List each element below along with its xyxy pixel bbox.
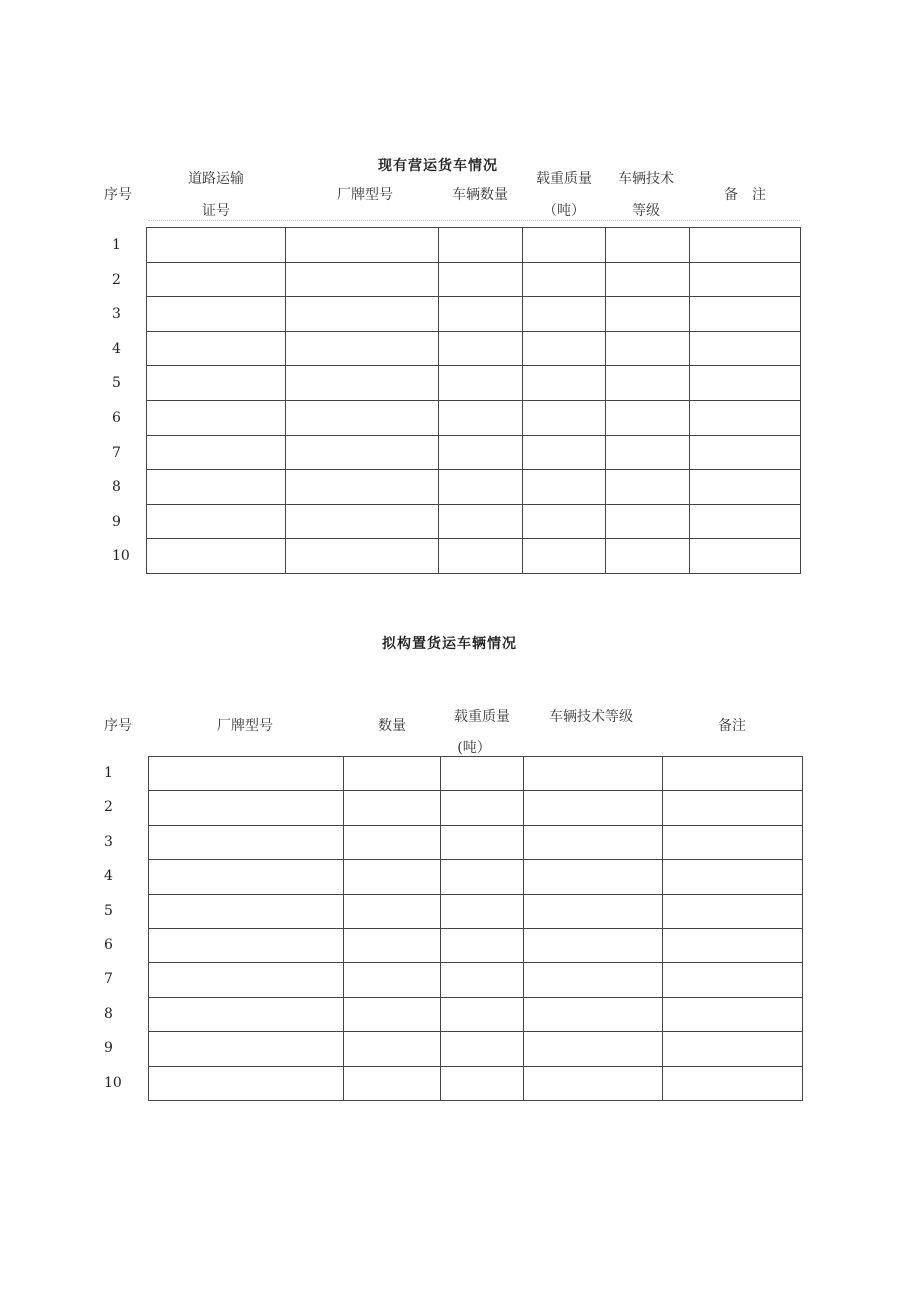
table2-header-load-line1: 载重质量	[454, 709, 510, 725]
table2-row	[149, 998, 803, 1032]
table2-cell[interactable]	[441, 963, 524, 997]
table1-cell[interactable]	[523, 470, 606, 505]
table2-row	[149, 1032, 803, 1066]
table2-cell[interactable]	[441, 1067, 524, 1101]
table2-cell[interactable]	[344, 791, 441, 825]
table1-row	[147, 263, 801, 298]
table1-header-permit-line1: 道路运输	[188, 171, 244, 187]
table1-cell[interactable]	[439, 470, 523, 505]
table1-header-grade-line1: 车辆技术	[618, 171, 674, 187]
table1-cell[interactable]	[606, 436, 690, 471]
table2-cell[interactable]	[663, 998, 803, 1032]
table1-row-number: 4	[112, 340, 121, 357]
table1-row-number: 6	[112, 410, 121, 426]
table1-cell[interactable]	[147, 539, 286, 574]
table1-row-number: 1	[112, 237, 121, 253]
table2-row-number: 4	[104, 868, 113, 885]
table2-cell[interactable]	[524, 1032, 663, 1066]
table1-row-number: 10	[112, 548, 130, 565]
table2-row	[149, 895, 803, 929]
table1-cell[interactable]	[439, 505, 523, 540]
table1-row	[147, 470, 801, 505]
table2-header-seq: 序号	[104, 718, 132, 734]
table1-cell[interactable]	[523, 332, 606, 367]
table2-cell[interactable]	[149, 963, 344, 997]
table2-row-number: 6	[104, 937, 113, 953]
table1-cell[interactable]	[690, 297, 801, 332]
table2-cell[interactable]	[524, 1067, 663, 1101]
table2-cell[interactable]	[663, 1032, 803, 1066]
table2-cell[interactable]	[524, 998, 663, 1032]
table1-row	[147, 505, 801, 540]
table2-row-number: 9	[104, 1040, 113, 1057]
table1-row-number: 8	[112, 479, 121, 496]
table1-header-rule	[148, 220, 800, 221]
table1-cell[interactable]	[147, 332, 286, 367]
table1-row-number: 5	[112, 375, 121, 392]
table2-row	[149, 929, 803, 963]
table1-cell[interactable]	[690, 505, 801, 540]
table1-cell[interactable]	[147, 401, 286, 436]
table1-row	[147, 539, 801, 574]
table1-cell[interactable]	[606, 332, 690, 367]
table2-cell[interactable]	[344, 963, 441, 997]
table1-cell[interactable]	[286, 332, 439, 367]
table1-cell[interactable]	[147, 470, 286, 505]
table1-header-load-line1: 载重质量	[536, 171, 592, 187]
table2-cell[interactable]	[149, 998, 344, 1032]
table2-cell[interactable]	[524, 757, 663, 791]
table2-cell[interactable]	[149, 1032, 344, 1066]
table1-cell[interactable]	[523, 228, 606, 263]
table2-row	[149, 963, 803, 997]
table2-row-number: 10	[104, 1074, 122, 1091]
table1-cell[interactable]	[147, 366, 286, 401]
table2-cell[interactable]	[344, 998, 441, 1032]
table2-cell[interactable]	[344, 929, 441, 963]
table1-header-load-line2: （吨）	[543, 203, 585, 219]
table1-row	[147, 436, 801, 471]
table1-row	[147, 401, 801, 436]
table2-cell[interactable]	[663, 860, 803, 894]
table1-cell[interactable]	[690, 470, 801, 505]
table2-cell[interactable]	[149, 895, 344, 929]
table2-row	[149, 1067, 803, 1101]
table2-cell[interactable]	[344, 1067, 441, 1101]
table2-cell[interactable]	[441, 1032, 524, 1066]
table1-cell[interactable]	[147, 436, 286, 471]
table1-row-number: 2	[112, 271, 121, 288]
table1-cell[interactable]	[523, 297, 606, 332]
table2-cell[interactable]	[344, 860, 441, 894]
table2-cell[interactable]	[524, 929, 663, 963]
table2-row	[149, 860, 803, 894]
table2-cell[interactable]	[663, 895, 803, 929]
table1-cell[interactable]	[690, 263, 801, 298]
table1-cell[interactable]	[690, 401, 801, 436]
table1-row	[147, 228, 801, 263]
table1-cell[interactable]	[439, 401, 523, 436]
table1-cell[interactable]	[147, 263, 286, 298]
table1-cell[interactable]	[439, 332, 523, 367]
table1-cell[interactable]	[286, 470, 439, 505]
table1-cell[interactable]	[523, 436, 606, 471]
table1-cell[interactable]	[286, 436, 439, 471]
table1-cell[interactable]	[523, 401, 606, 436]
table2-cell[interactable]	[441, 860, 524, 894]
table1-row-number: 3	[112, 306, 121, 323]
table1-header-permit-line2: 证号	[202, 203, 230, 219]
table2-cell[interactable]	[524, 895, 663, 929]
table2-header-count: 数量	[378, 718, 406, 734]
table1-cell[interactable]	[523, 505, 606, 540]
table2-cell[interactable]	[663, 963, 803, 997]
table1-cell[interactable]	[439, 263, 523, 298]
table1-row-number: 9	[112, 513, 121, 530]
table1-cell[interactable]	[439, 436, 523, 471]
table2-cell[interactable]	[663, 1067, 803, 1101]
table2-cell[interactable]	[441, 895, 524, 929]
table1-cell[interactable]	[606, 297, 690, 332]
table1-row-number: 7	[112, 444, 121, 461]
table2-row-number: 2	[104, 799, 113, 816]
table2-cell[interactable]	[149, 1067, 344, 1101]
table1-cell[interactable]	[690, 332, 801, 367]
table1-cell[interactable]	[606, 263, 690, 298]
table2-cell[interactable]	[149, 757, 344, 791]
table1-cell[interactable]	[147, 505, 286, 540]
table2-cell[interactable]	[344, 1032, 441, 1066]
table1-cell[interactable]	[690, 539, 801, 574]
table1-cell[interactable]	[286, 263, 439, 298]
table1-cell[interactable]	[606, 366, 690, 401]
table1-row	[147, 297, 801, 332]
table2-row-number: 8	[104, 1005, 113, 1022]
table2-row-number: 7	[104, 971, 113, 988]
table2-cell[interactable]	[441, 929, 524, 963]
table1-cell[interactable]	[523, 263, 606, 298]
table1-cell[interactable]	[690, 366, 801, 401]
table2-row-number: 1	[104, 765, 113, 781]
table2-row	[149, 791, 803, 825]
table1-cell[interactable]	[147, 228, 286, 263]
table2-cell[interactable]	[441, 791, 524, 825]
table1-cell[interactable]	[606, 401, 690, 436]
table2-cell[interactable]	[149, 826, 344, 860]
table2-cell[interactable]	[524, 963, 663, 997]
table2-grid	[148, 756, 803, 1101]
table2-header-brand: 厂牌型号	[217, 718, 273, 734]
table1-cell[interactable]	[286, 228, 439, 263]
table1-title: 现有营运货车情况	[378, 158, 498, 174]
table2-row-number: 3	[104, 833, 113, 850]
table2-cell[interactable]	[524, 826, 663, 860]
table1-cell[interactable]	[286, 505, 439, 540]
table1-cell[interactable]	[286, 401, 439, 436]
table2-cell[interactable]	[344, 757, 441, 791]
table2-cell[interactable]	[663, 757, 803, 791]
table2-title: 拟构置货运车辆情况	[382, 636, 517, 652]
table1-cell[interactable]	[690, 228, 801, 263]
table2-cell[interactable]	[663, 929, 803, 963]
table1-cell[interactable]	[286, 297, 439, 332]
table1-cell[interactable]	[523, 366, 606, 401]
table1-header-brand: 厂牌型号	[337, 187, 393, 203]
table1-header-grade-line2: 等级	[632, 203, 660, 219]
table1-header-remark: 备 注	[724, 187, 766, 203]
table2-cell[interactable]	[441, 757, 524, 791]
table1-cell[interactable]	[147, 297, 286, 332]
table2-row-number: 5	[104, 902, 113, 919]
table2-cell[interactable]	[524, 791, 663, 825]
table2-cell[interactable]	[149, 929, 344, 963]
table2-header-load-line2: (吨）	[457, 740, 491, 756]
table2-cell[interactable]	[149, 860, 344, 894]
table2-header-remark: 备注	[718, 718, 746, 734]
table2-cell[interactable]	[149, 791, 344, 825]
table1-cell[interactable]	[439, 297, 523, 332]
table1-header-seq: 序号	[104, 187, 132, 203]
table2-cell[interactable]	[441, 826, 524, 860]
table1-row	[147, 366, 801, 401]
table1-cell[interactable]	[606, 470, 690, 505]
table1-cell[interactable]	[606, 539, 690, 574]
table2-cell[interactable]	[663, 791, 803, 825]
table1-cell[interactable]	[690, 436, 801, 471]
table1-grid	[146, 227, 801, 574]
table2-row	[149, 757, 803, 791]
table2-cell[interactable]	[344, 826, 441, 860]
table1-cell[interactable]	[439, 228, 523, 263]
table2-row	[149, 826, 803, 860]
table1-cell[interactable]	[286, 366, 439, 401]
table1-row	[147, 332, 801, 367]
table2-header-grade: 车辆技术等级	[549, 709, 633, 725]
table2-cell[interactable]	[344, 895, 441, 929]
table2-cell[interactable]	[441, 998, 524, 1032]
table1-cell[interactable]	[439, 366, 523, 401]
table1-cell[interactable]	[606, 228, 690, 263]
table2-cell[interactable]	[663, 826, 803, 860]
table1-cell[interactable]	[439, 539, 523, 574]
table1-cell[interactable]	[523, 539, 606, 574]
table1-cell[interactable]	[606, 505, 690, 540]
table1-header-count: 车辆数量	[452, 187, 508, 203]
table2-cell[interactable]	[524, 860, 663, 894]
table1-cell[interactable]	[286, 539, 439, 574]
